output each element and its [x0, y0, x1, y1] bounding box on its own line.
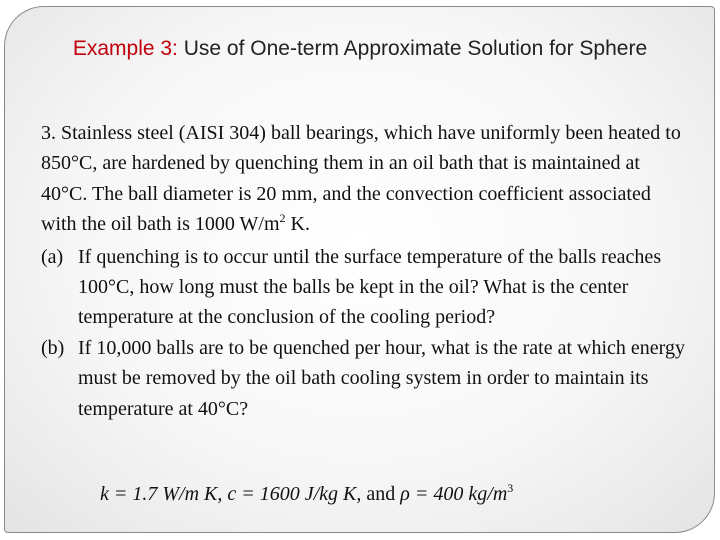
intro-superscript: 2	[279, 211, 286, 226]
problem-intro	[41, 118, 691, 240]
part-a-text: If quenching is to occur until the surface temperature of the balls reaches 100°C, how long must the balls be kept in the oil? What is the center temperature at the conclusion of the cooling period?	[78, 245, 662, 329]
problem-body	[41, 118, 691, 424]
title-text: Use of One-term Approximate Solution for Sphere	[177, 37, 648, 60]
example-label: Example 3:	[72, 37, 178, 60]
part-b-text: If 10,000 balls are to be quenched per hour, what is the rate at which energy must be removed by the oil bath cooling system in order to maintain its temperature at 40°C?	[78, 336, 685, 420]
part-a-marker: (a)	[41, 245, 64, 268]
part-b-marker: (b)	[41, 336, 65, 359]
part-b	[41, 333, 691, 424]
intro-text: 3. Stainless steel (AISI 304) ball bearings, which have uniformly been heated to 850°C, are hardened by quenching them in an oil bath that is maintained at 40°C. The ball diameter is 20 mm, and the convection coefficient associated with the oil bath is 1000 W/m	[41, 122, 681, 236]
k-c-values: k = 1.7 W/m K, c = 1600 J/kg K,	[100, 483, 362, 505]
slide-title	[0, 34, 720, 64]
intro-unit: K.	[285, 213, 310, 236]
props-joiner: and	[361, 483, 401, 505]
rho-superscript: 3	[507, 481, 514, 495]
rho-value: ρ = 400 kg/m	[400, 483, 508, 505]
part-a	[41, 242, 691, 333]
material-properties	[100, 483, 513, 506]
